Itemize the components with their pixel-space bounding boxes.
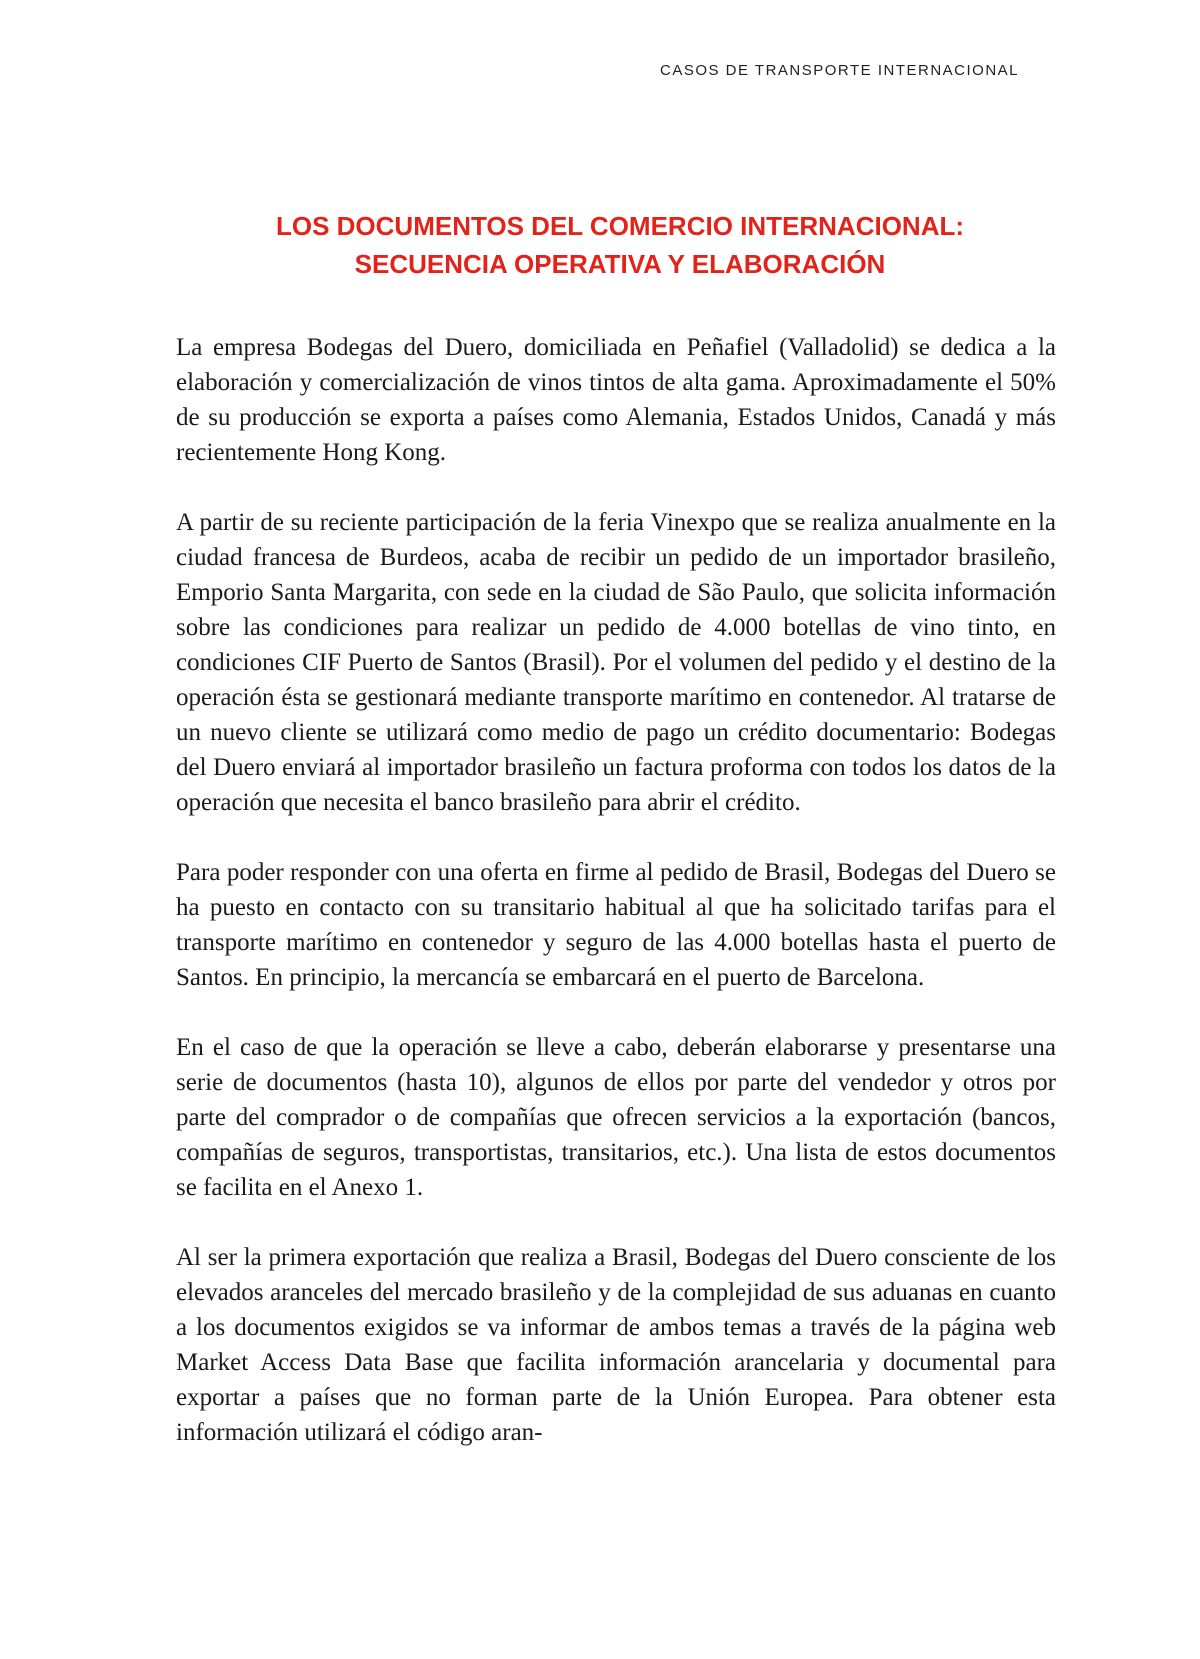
- body-text: [176, 330, 1056, 1485]
- paragraph-market-access: Al ser la primera exportación que realiza a Brasil, Bodegas del Duero consciente de los elevados aranceles del mercado brasileño y de la complejidad de sus aduanas en cuanto a los documentos exigidos se va informar de ambos temas a través de la página web Market Access Data Base que facilita información arancelaria y documental para exportar a países que no forman parte de la Unión Europea. Para obtener esta información utilizará el código aran-: [176, 1244, 1056, 1446]
- title-line-1: LOS DOCUMENTOS DEL COMERCIO INTERNACIONAL:: [275, 211, 965, 242]
- running-header: CASOS DE TRANSPORTE INTERNACIONAL: [660, 62, 1020, 79]
- paragraph-freight: Para poder responder con una oferta en firme al pedido de Brasil, Bodegas del Duero se ha puesto en contacto con su transitario habitual al que ha solicitado tarifas para el transporte marítimo en contenedor y seguro de las 4.000 botellas hasta el puerto de Santos. En principio, la mercancía se embarcará en el puerto de Barcelona.: [176, 859, 1056, 991]
- paragraph-order: A partir de su reciente participación de la feria Vinexpo que se realiza anualmente en la ciudad francesa de Burdeos, acaba de recibir un pedido de un importador brasileño, Emporio Santa Margarita, con sede en la ciudad de São Paulo, que solicita información sobre las condiciones para realizar un pedido de 4.000 botellas de vino tinto, en condiciones CIF Puerto de Santos (Brasil). Por el volumen del pedido y el destino de la operación ésta se gestionará mediante transporte marítimo en contenedor. Al tratarse de un nuevo cliente se utilizará como medio de pago un crédito documentario: Bodegas del Duero enviará al importador brasileño un factura proforma con todos los datos de la operación que necesita el banco brasileño para abrir el crédito.: [176, 509, 1056, 816]
- title-line-2: SECUENCIA OPERATIVA Y ELABORACIÓN: [354, 249, 886, 280]
- paragraph-intro: La empresa Bodegas del Duero, domiciliada en Peñafiel (Valladolid) se dedica a la elaboración y comercialización de vinos tintos de alta gama. Aproximadamente el 50% de su producción se exporta a países como Alemania, Estados Unidos, Canadá y más recientemente Hong Kong.: [176, 334, 1056, 466]
- paragraph-documents: En el caso de que la operación se lleve a cabo, deberán elaborarse y presentarse una serie de documentos (hasta 10), algunos de ellos por parte del vendedor y otros por parte del comprador o de compañías que ofrecen servicios a la exportación (bancos, compañías de seguros, transportistas, transitarios, etc.). Una lista de estos documentos se facilita en el Anexo 1.: [176, 1034, 1056, 1201]
- page-title: [140, 207, 1100, 283]
